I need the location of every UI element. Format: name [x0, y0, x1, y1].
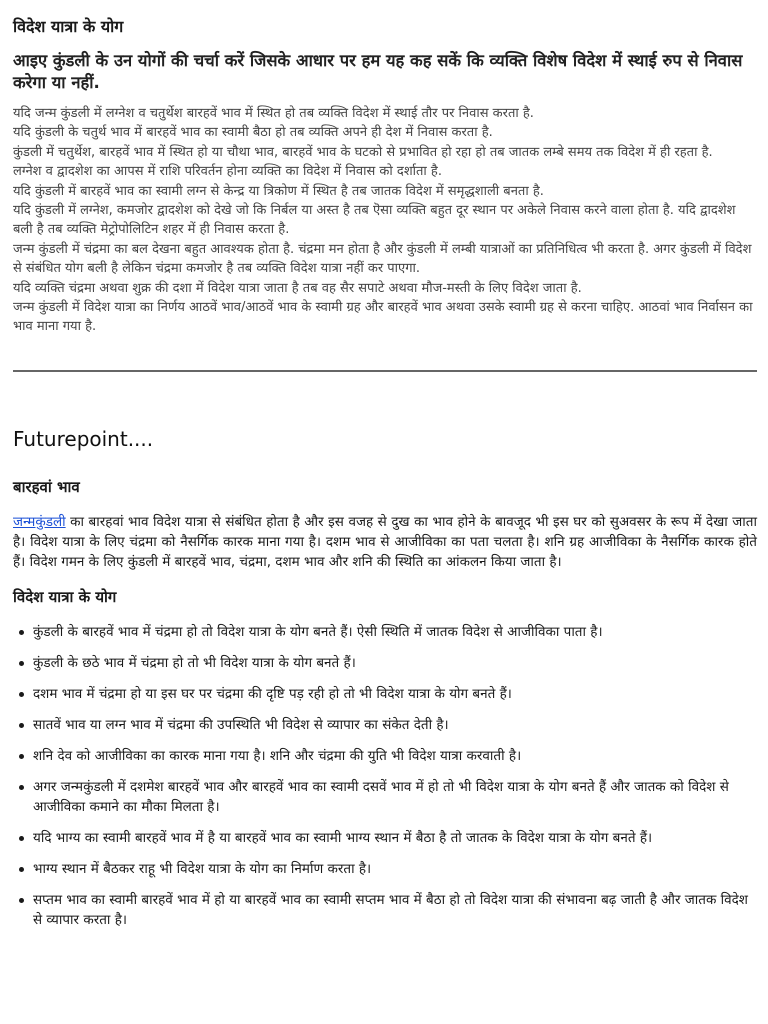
paragraph-text: का बारहवां भाव विदेश यात्रा से संबंधित होता है और इस वजह से दुख का भाव होने के बावजूद भी इस घर को सुअवसर के रूप में देखा जाता है। विदेश यात्रा के लिए चंद्रमा को नैसर्गिक कारक माना गया है। दशम भाव से आजीविका का पता चलता है। शनि ग्रह आजीविका के नैसर्गिक कारक होते हैं। विदेश गमन के लिए कुंडली में बारहवें भाव, चंद्रमा, दशम भाव और शनि की स्थिति का आंकलन किया जाता है। — [13, 514, 757, 570]
brand-name: Futurepoint.... — [13, 427, 154, 451]
paragraph-line: यदि जन्म कुंडली में लग्नेश व चतुर्थेश बारहवें भाव में स्थित हो तब व्यक्ति विदेश में स्थाई तौर पर निवास करता है. — [13, 106, 534, 121]
list-item: कुंडली के छठे भाव में चंद्रमा हो तो भी विदेश यात्रा के योग बनते हैं। — [33, 653, 757, 673]
paragraph-line: जन्म कुंडली में विदेश यात्रा का निर्णय आठवें भाव/आठवें भाव के स्वामी ग्रह और बारहवें भाव अथवा उसके स्वामी ग्रह से करना चाहिए. आठवां भाव निर्वासन का भाव माना गया है. — [13, 300, 753, 335]
section-subtitle: आइए कुंडली के उन योगों की चर्चा करें जिसके आधार पर हम यह कह सकें कि व्यक्ति विशेष विदेश में स्थाई रुप से निवास करेगा या नहीं. — [13, 51, 743, 92]
paragraph-line: लग्नेश व द्वादशेश का आपस में राशि परिवर्तन होना व्यक्ति का विदेश में निवास को दर्शाता है. — [13, 164, 442, 180]
list-item: सातवें भाव या लग्न भाव में चंद्रमा की उपस्थिति भी विदेश से व्यापार का संकेत देती है। — [33, 715, 757, 735]
paragraph-line: जन्म कुंडली में चंद्रमा का बल देखना बहुत आवश्यक होता है. चंद्रमा मन होता है और कुंडली में लम्बी यात्राओं का प्रतिनिधित्व भी करता है. अगर कुंडली में विदेश से संबंधित योग बली है लेकिन चंद्रमा कमजोर है तब व्यक्ति विदेश यात्रा नहीं कर पाएगा. — [13, 241, 752, 277]
section-divider — [13, 370, 757, 372]
list-item: यदि भाग्य का स्वामी बारहवें भाव में है या बारहवें भाव का स्वामी भाग्य स्थान में बैठा है तो जातक के विदेश यात्रा के योग बनते हैं। — [33, 828, 757, 848]
paragraph-line: यदि कुंडली में बारहवें भाव का स्वामी लग्न से केन्द्र या त्रिकोण में स्थित है तब जातक विदेश में समृद्धशाली बनता है. — [13, 183, 544, 199]
section-foreign-travel-yoga — [13, 16, 757, 337]
paragraph-line: कुंडली में चतुर्थेश, बारहवें भाव में स्थित हो या चौथा भाव, बारहवें भाव के घटको से प्रभावित हो रहा हो तब जातक लम्बे समय तक विदेश में ही रहता है. — [13, 144, 713, 160]
list-item: कुंडली के बारहवें भाव में चंद्रमा हो तो विदेश यात्रा के योग बनते हैं। ऐसी स्थिति में जातक विदेश से आजीविका पाता है। — [33, 622, 757, 642]
section-title: विदेश यात्रा के योग — [13, 17, 124, 36]
section-futurepoint — [13, 426, 757, 941]
heading-foreign-yoga: विदेश यात्रा के योग — [13, 588, 117, 606]
list-item: भाग्य स्थान में बैठकर राहू भी विदेश यात्रा के योग का निर्माण करता है। — [33, 859, 757, 879]
paragraph-line: यदि कुंडली में लग्नेश, कमजोर द्वादशेश को देखे जो कि निर्बल या अस्त है तब ऎसा व्यक्ति बहुत दूर स्थान पर अकेले निवास करने वाला होता है. यदि द्वादशेश बली है तब व्यक्ति मेट्रोपोलिटिन शहर में ही निवास करता है. — [13, 203, 736, 238]
janmkundli-link[interactable]: जन्मकुंडली — [13, 514, 66, 530]
list-item: शनि देव को आजीविका का कारक माना गया है। शनि और चंद्रमा की युति भी विदेश यात्रा करवाती है। — [33, 746, 757, 766]
heading-twelfth-house: बारहवां भाव — [13, 478, 80, 496]
list-item: अगर जन्मकुंडली में दशमेश बारहवें भाव और बारहवें भाव का स्वामी दसवें भाव में हो तो भी विदेश यात्रा के योग बनते हैं और जातक को विदेश से आजीविका कमाने का मौका मिलता है। — [33, 777, 757, 817]
yoga-paragraph — [13, 104, 757, 337]
list-item: सप्तम भाव का स्वामी बारहवें भाव में हो या बारहवें भाव का स्वामी सप्तम भाव में बैठा हो तो विदेश यात्रा की संभावना बढ़ जाती है और जातक विदेश से व्यापार करता है। — [33, 890, 757, 930]
twelfth-house-paragraph — [13, 512, 757, 572]
paragraph-line: यदि कुंडली के चतुर्थ भाव में बारहवें भाव का स्वामी बैठा हो तब व्यक्ति अपने ही देश में निवास करता है. — [13, 125, 493, 141]
paragraph-line: यदि व्यक्ति चंद्रमा अथवा शुक्र की दशा में विदेश यात्रा जाता है तब वह सैर सपाटे अथवा मौज-मस्ती के लिए विदेश जाता है. — [13, 280, 582, 296]
list-item: दशम भाव में चंद्रमा हो या इस घर पर चंद्रमा की दृष्टि पड़ रही हो तो भी विदेश यात्रा के योग बनते हैं। — [33, 684, 757, 704]
yoga-bullet-list — [13, 622, 757, 930]
